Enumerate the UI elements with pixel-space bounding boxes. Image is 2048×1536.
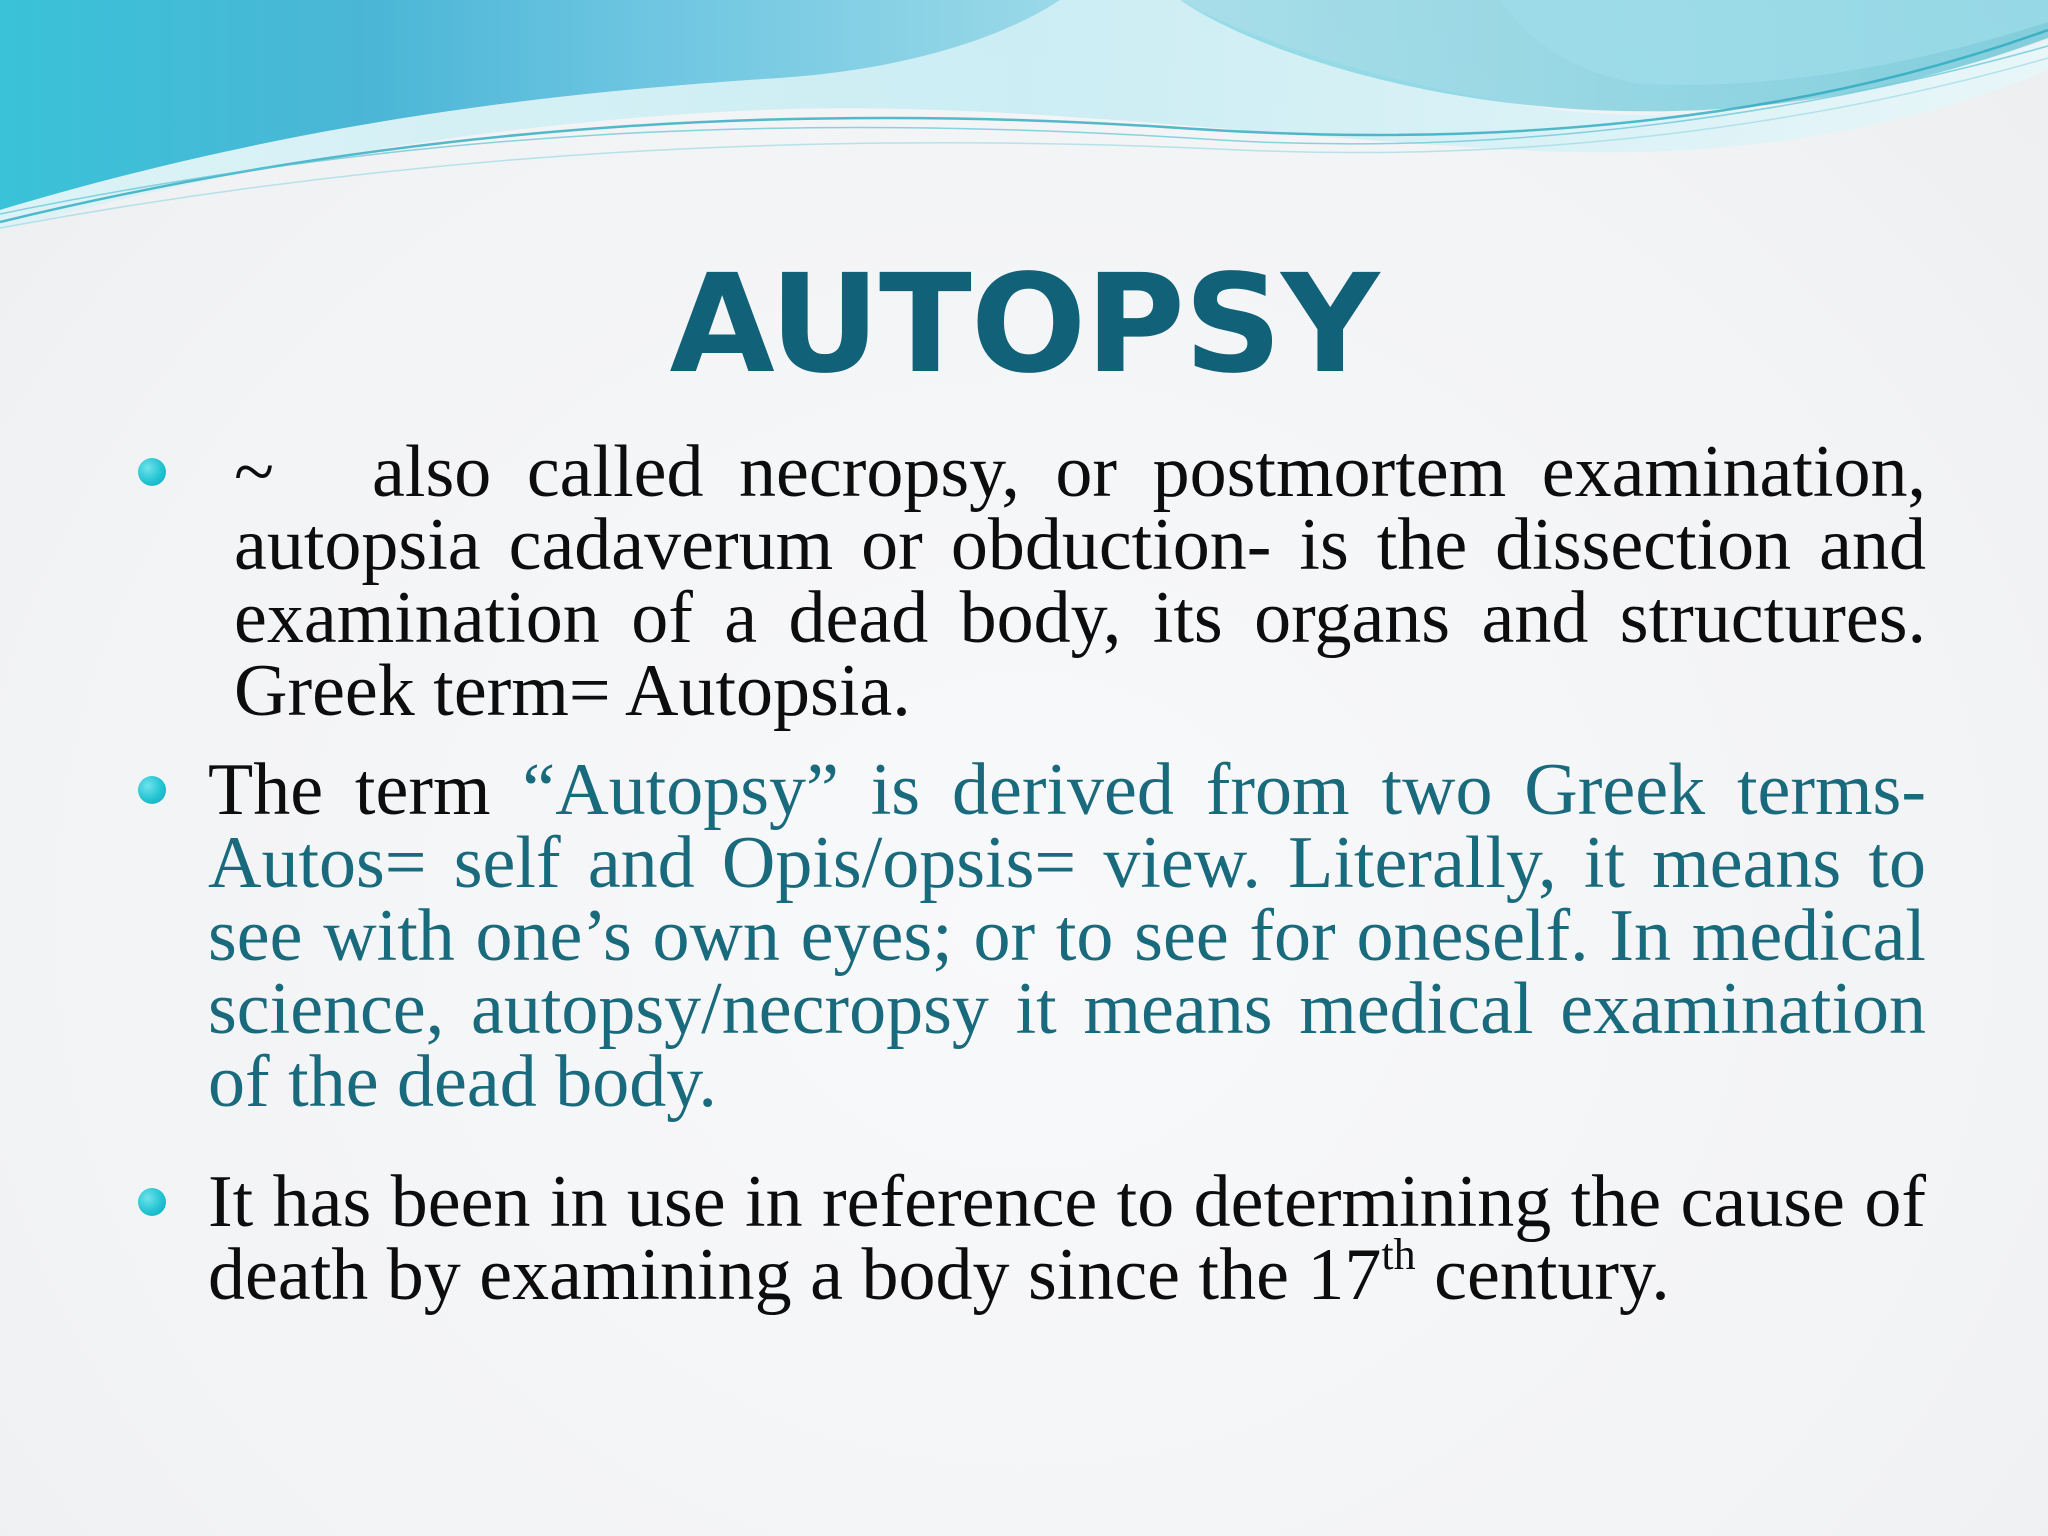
bullet-text [208,1161,1926,1316]
bullet-item-etymology [0,749,2048,1154]
etymology-lead-text: The term [208,749,523,831]
header-wave-decoration [0,0,2048,240]
bullet-list [0,431,2048,1316]
bullet-dot-icon [138,458,166,486]
bullet-text [208,749,1926,1123]
history-text: It has been in use in reference to determining the cause of death by examining a body since the 17 [208,1161,1926,1316]
bullet-dot-icon [138,776,166,804]
tilde-mark: ~ [234,431,275,513]
etymology-highlight-text: “Autopsy” is derived from two Greek terms- Autos= self and Opis/opsis= view. Literally, it means to see with one’s own eyes; or to see for oneself. In medical science, autopsy/necropsy it means medical examination of the dead body. [208,749,1926,1123]
definition-text: also called necropsy, or postmortem examination, autopsia cadaverum or obduction- is the dissection and examination of a dead body, its organs and structures. Greek term= Autopsia. [234,431,1926,732]
slide-title: AUTOPSY [669,246,1379,404]
ordinal-superscript: th [1381,1230,1416,1279]
bullet-item-definition [0,431,2048,742]
bullet-text [234,431,1926,732]
bullet-dot-icon [138,1188,166,1216]
history-text-end: century. [1415,1234,1670,1316]
